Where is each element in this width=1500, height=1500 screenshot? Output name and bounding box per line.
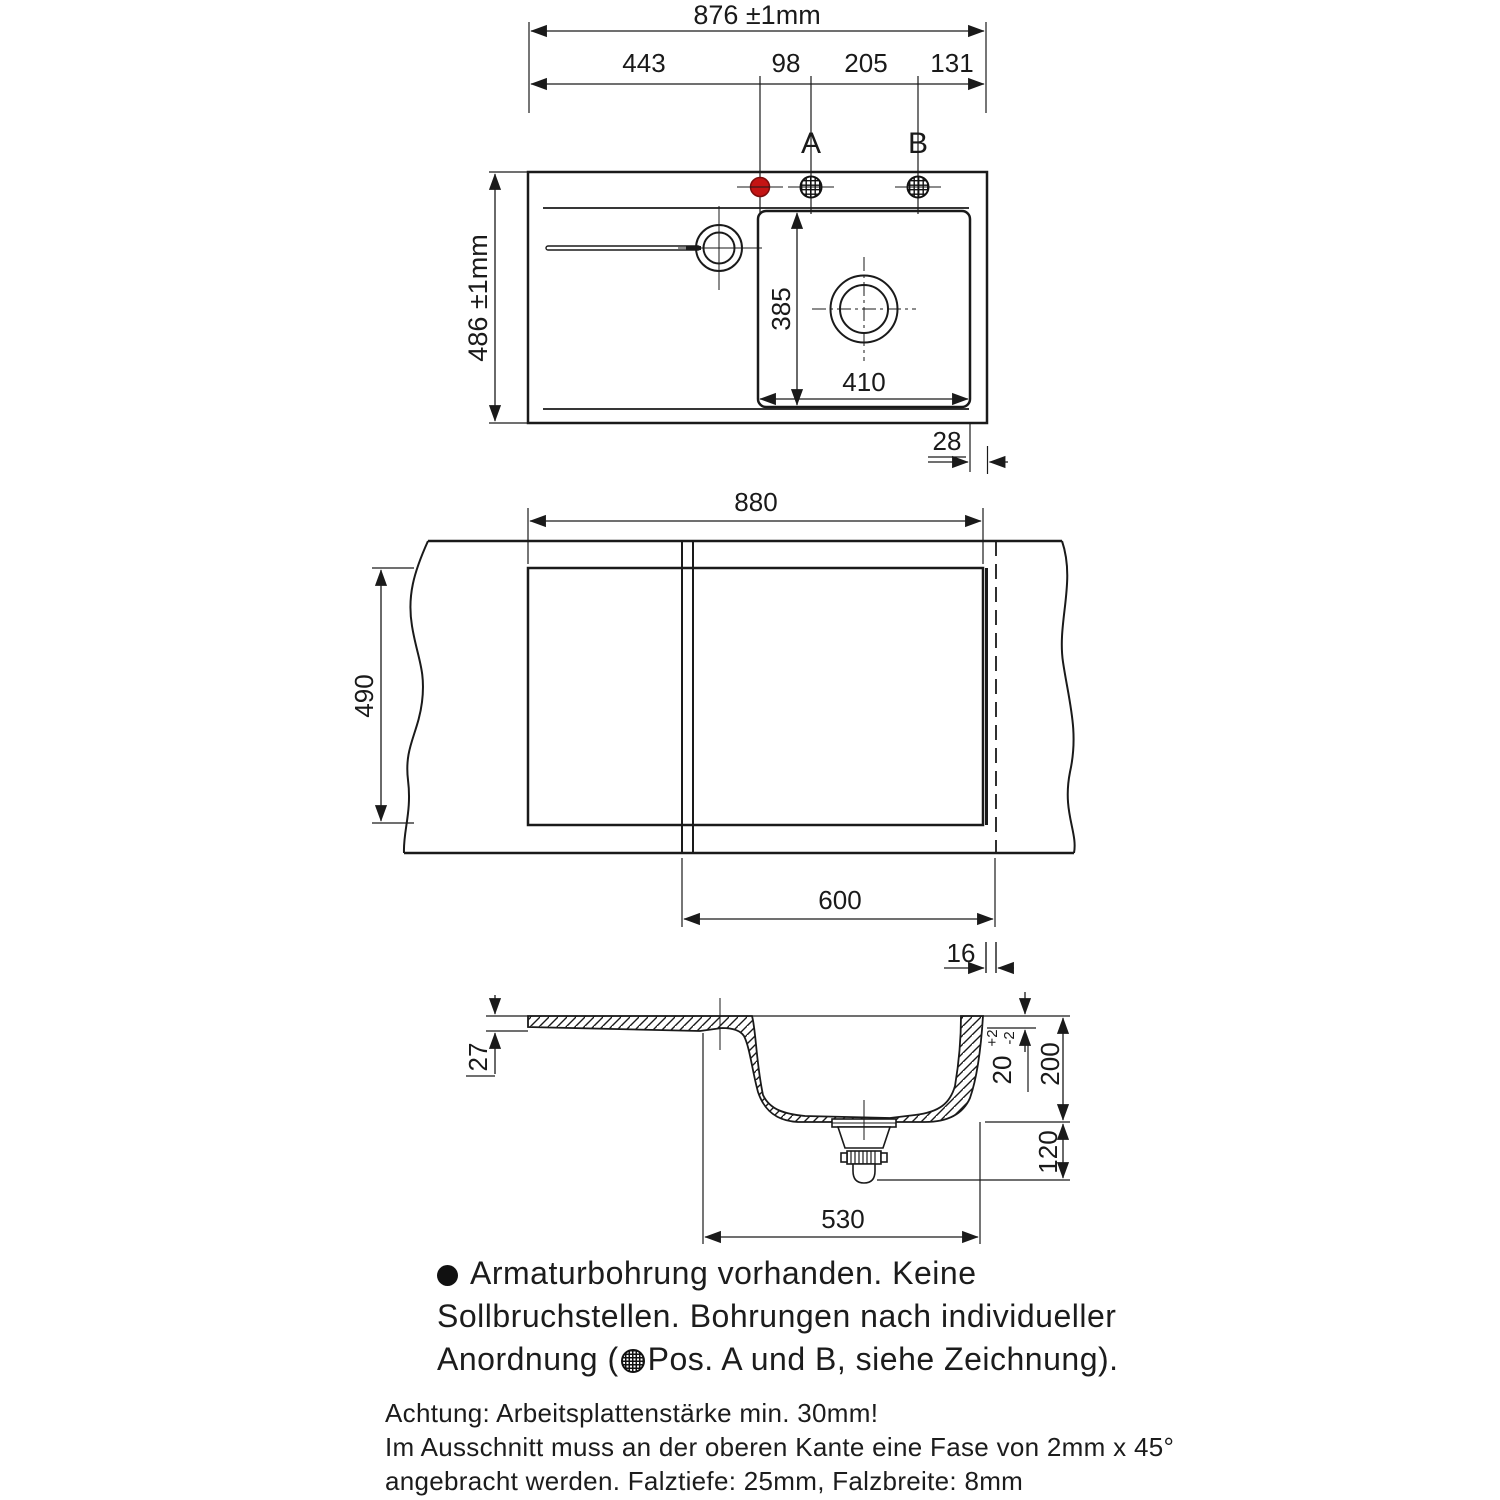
note-text: Im Ausschnitt muss an der oberen Kante eine Fase von 2mm x 45° [385, 1432, 1175, 1462]
hatched-circle-icon [621, 1349, 645, 1373]
dim-label-98: 98 [771, 48, 801, 78]
dim-label-20-tol-plus: +2 [984, 1029, 1001, 1047]
dim-overall-height [489, 172, 530, 423]
worktop-break-left [404, 541, 428, 853]
dim-label-120: 120 [1033, 1130, 1063, 1174]
dim-label-20-group [984, 1029, 1018, 1084]
optional-hole-a [788, 177, 834, 198]
note-faucet-hole [437, 1252, 1119, 1381]
basin-drain-circles [812, 257, 916, 361]
note-text: Pos. A und B, siehe Zeichnung). [647, 1341, 1119, 1377]
note-line [437, 1252, 1119, 1295]
note-line [385, 1396, 1174, 1430]
note-worktop [385, 1396, 1174, 1498]
note-text: Anordnung ( [437, 1341, 619, 1377]
dim-label-16: 16 [946, 938, 976, 968]
cutout-rect [528, 568, 983, 825]
dim-label-880: 880 [734, 487, 778, 517]
note-line [437, 1338, 1119, 1381]
dim-label-200: 200 [1035, 1042, 1065, 1086]
note-text: Sollbruchstellen. Bohrungen nach individueller [437, 1298, 1117, 1334]
dim-label-20: 20 [987, 1055, 1017, 1085]
note-text: Achtung: Arbeitsplattenstärke min. 30mm! [385, 1398, 879, 1428]
note-line [385, 1430, 1174, 1464]
dim-label-876: 876 ±1mm [693, 0, 821, 30]
note-line [437, 1295, 1119, 1338]
dim-label-600: 600 [818, 885, 862, 915]
dim-label-385: 385 [766, 287, 796, 331]
drain-assembly [832, 1100, 896, 1183]
sink-section-material [528, 1016, 983, 1122]
dim-label-28: 28 [932, 426, 962, 456]
dim-label-27: 27 [463, 1042, 493, 1072]
dim-label-410: 410 [842, 367, 886, 397]
drainboard-groove [546, 246, 701, 250]
dim-label-490: 490 [349, 674, 379, 718]
pos-a-label: A [800, 127, 822, 160]
note-line [385, 1464, 1174, 1498]
note-text: Armaturbohrung vorhanden. Keine [470, 1255, 977, 1291]
faucet-hole-red [737, 178, 783, 197]
section-view [463, 992, 1070, 1244]
note-text: angebracht werden. Falztiefe: 25mm, Falzbreite: 8mm [385, 1466, 1024, 1496]
dim-label-131: 131 [930, 48, 974, 78]
dim-label-530: 530 [821, 1204, 865, 1234]
top-view [463, 0, 1008, 474]
dim-label-486: 486 ±1mm [463, 234, 493, 362]
dim-label-205: 205 [844, 48, 888, 78]
pos-b-label: B [907, 127, 929, 160]
tap-hole-circles [678, 206, 762, 290]
dim-label-443: 443 [622, 48, 666, 78]
optional-hole-b [895, 177, 941, 198]
filled-circle-icon [437, 1265, 458, 1286]
cutout-view [349, 487, 1075, 973]
worktop-break-right [1062, 541, 1075, 853]
dim-label-20-tol-minus: -2 [1001, 1031, 1018, 1045]
